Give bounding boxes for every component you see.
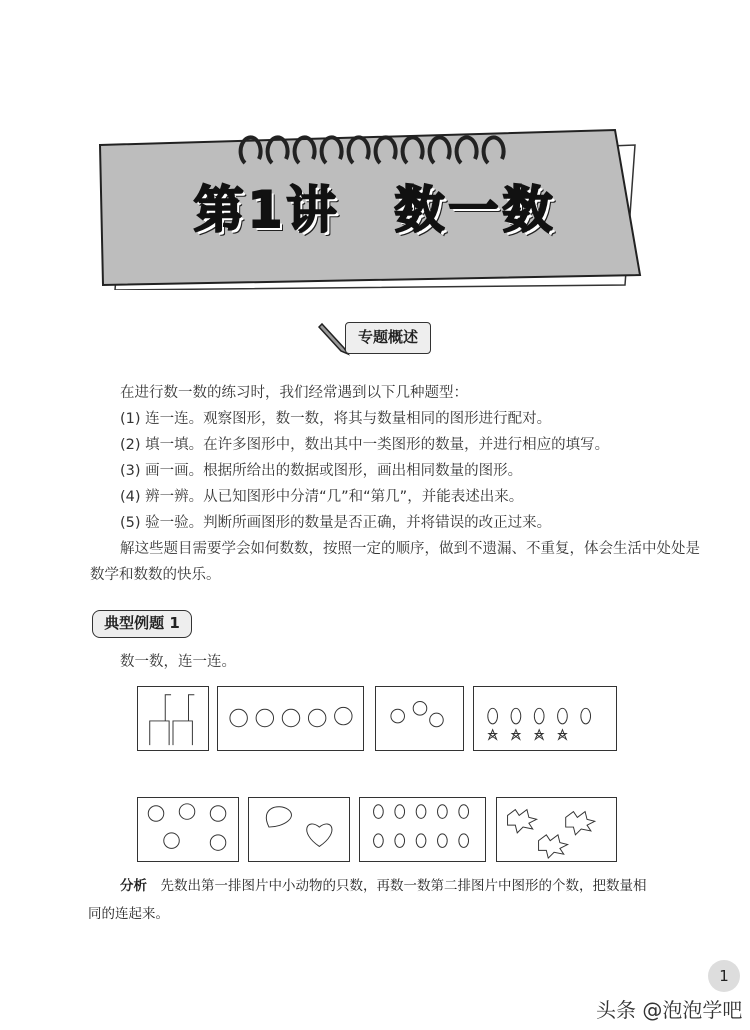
overview-item: (1) 连一连。观察图形，数一数，将其与数量相同的图形进行配对。 (120, 411, 552, 427)
page-title: 第1讲 数一数 (193, 181, 557, 239)
balloons-picture (359, 797, 486, 862)
watermark: 头条 @泡泡学吧 (596, 998, 743, 1022)
topic-heading: 专题概述 (345, 322, 431, 354)
hearts-picture (248, 797, 350, 862)
page-number: 1 (708, 960, 740, 992)
analysis-line-2: 同的连起来。 (88, 906, 169, 922)
analysis-line-1: 先数出第一排图片中小动物的只数，再数一数第二排图片中图形的个数，把数量相 (160, 878, 647, 894)
analysis-text (120, 874, 647, 894)
overview-item: (4) 辨一辨。从已知图形中分清“几”和“第几”，并能表述出来。 (120, 489, 524, 505)
example-heading: 典型例题 1 (92, 610, 192, 638)
mice-picture (375, 686, 464, 751)
overview-item: (5) 验一验。判断所画图形的数量是否正确，并将错误的改正过来。 (120, 515, 552, 531)
overview-summary: 解这些题目需要学会如何数数，按照一定的顺序，做到不遗漏、不重复，体会生活中处处是 (120, 541, 700, 557)
overview-item: (3) 画一画。根据所给出的数据或图形，画出相同数量的图形。 (120, 463, 523, 479)
analysis-label: 分析 (120, 878, 147, 894)
stars-leaves-picture (473, 686, 617, 751)
smiley-faces-picture (137, 797, 239, 862)
overview-intro: 在进行数一数的练习时，我们经常遇到以下几种题型： (120, 385, 468, 401)
example-prompt: 数一数，连一连。 (120, 654, 236, 670)
giraffes-picture (137, 686, 209, 751)
overview-summary: 数学和数数的快乐。 (90, 567, 221, 583)
tigers-picture (217, 686, 364, 751)
explosions-picture (496, 797, 617, 862)
overview-item: (2) 填一填。在许多图形中，数出其中一类图形的数量，并进行相应的填写。 (120, 437, 610, 453)
